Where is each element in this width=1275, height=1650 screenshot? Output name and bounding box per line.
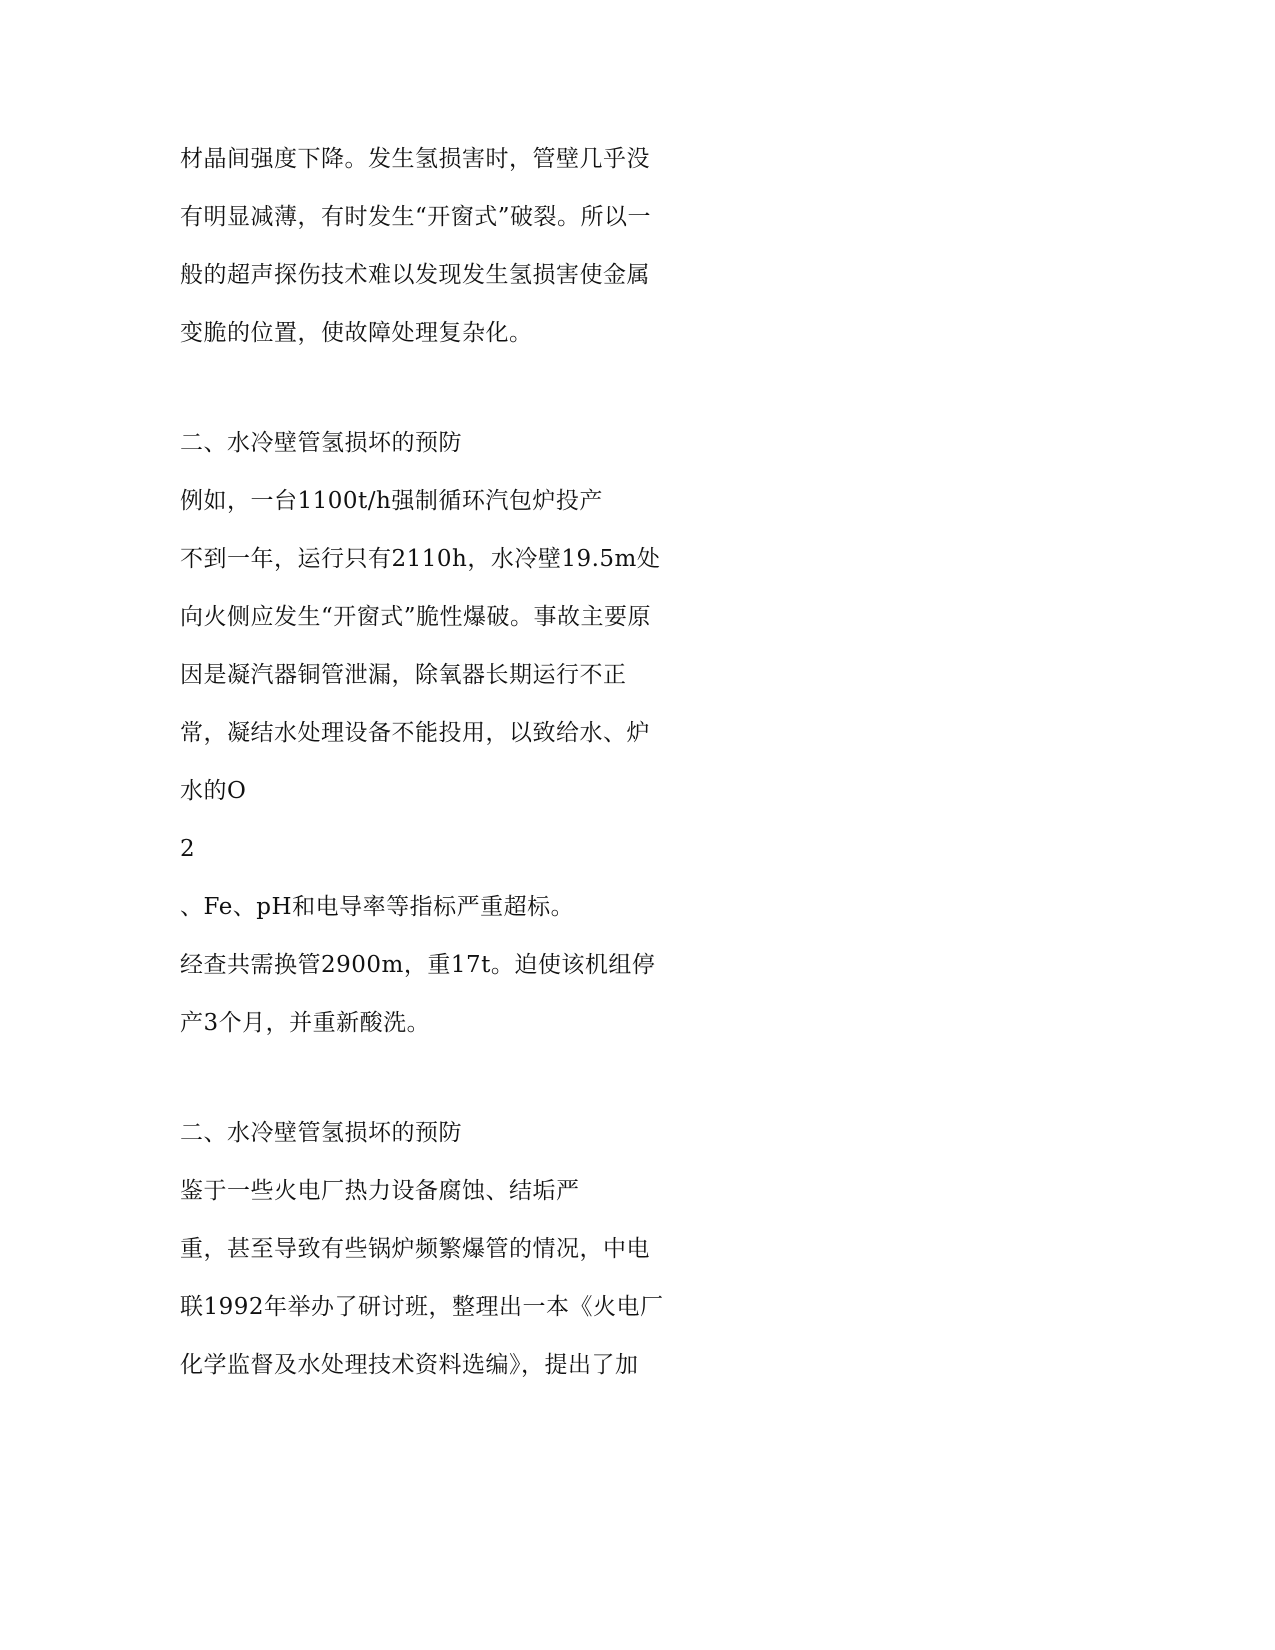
- text-line: 联1992年举办了研讨班，整理出一本《火电厂: [180, 1294, 664, 1320]
- text-line: 不到一年，运行只有2110h，水冷壁19.5m处: [180, 546, 661, 572]
- text-line: 经查共需换管2900m，重17t。迫使该机组停: [180, 952, 656, 978]
- text-line: 重，甚至导致有些锅炉频繁爆管的情况，中电: [180, 1236, 650, 1262]
- document-body: [180, 138, 700, 1402]
- text-line: 2: [180, 836, 196, 862]
- text-line: 般的超声探伤技术难以发现发生氢损害使金属: [180, 262, 650, 288]
- paragraph: [180, 480, 700, 1060]
- text-line: 鉴于一些火电厂热力设备腐蚀、结垢严: [180, 1178, 580, 1204]
- section-spacer: [180, 370, 700, 422]
- text-line: 向火侧应发生“开窗式”脆性爆破。事故主要原: [180, 604, 652, 630]
- text-line: 产3个月，并重新酸洗。: [180, 1010, 431, 1036]
- text-line: 材晶间强度下降。发生氢损害时，管壁几乎没: [180, 146, 650, 172]
- text-line: 例如，一台1100t/h强制循环汽包炉投产: [180, 488, 603, 514]
- text-line: 水的O: [180, 778, 247, 804]
- text-line: 化学监督及水处理技术资料选编》，提出了加: [180, 1352, 639, 1378]
- section-heading: 二、水冷壁管氢损坏的预防: [180, 430, 462, 456]
- text-line: 因是凝汽器铜管泄漏，除氧器长期运行不正: [180, 662, 627, 688]
- paragraph: [180, 1170, 700, 1402]
- paragraph: [180, 138, 700, 370]
- section-heading: 二、水冷壁管氢损坏的预防: [180, 1120, 462, 1146]
- text-line: 有明显减薄，有时发生“开窗式”破裂。所以一: [180, 204, 652, 230]
- text-line: 变脆的位置，使故障处理复杂化。: [180, 320, 533, 346]
- text-line: 常，凝结水处理设备不能投用，以致给水、炉: [180, 720, 650, 746]
- text-line: 、Fe、pH和电导率等指标严重超标。: [180, 894, 575, 920]
- section-spacer: [180, 1060, 700, 1112]
